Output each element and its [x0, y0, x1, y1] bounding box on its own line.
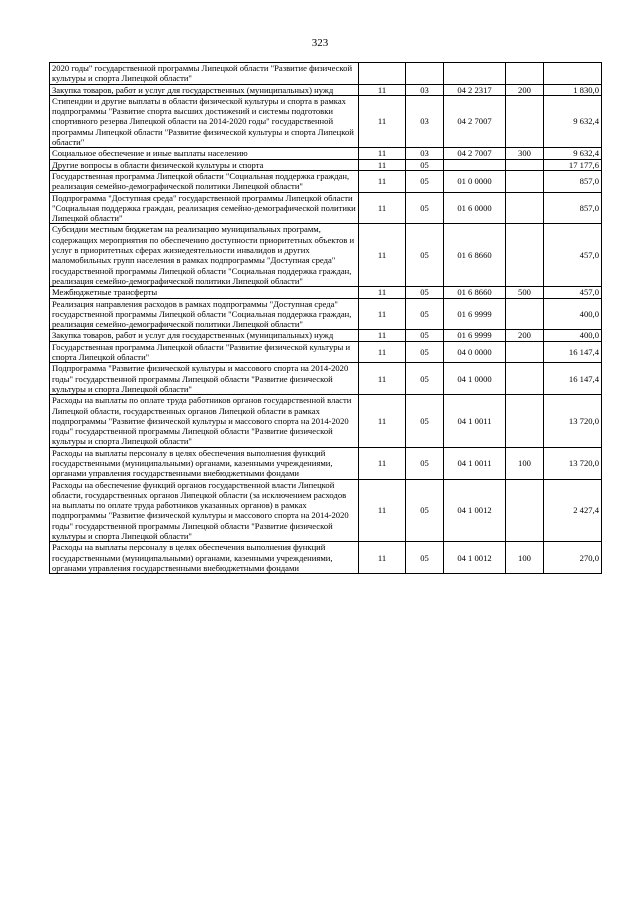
cell-csr: 04 2 2317: [444, 84, 506, 95]
table-row: [50, 224, 602, 287]
cell-sum: [544, 63, 602, 85]
cell-vr: 500: [506, 287, 544, 298]
cell-vr: [506, 395, 544, 447]
cell-pr: 05: [406, 192, 444, 224]
cell-vr: [506, 298, 544, 330]
cell-sum: 400,0: [544, 330, 602, 341]
cell-rz: 11: [359, 341, 406, 363]
cell-sum: 16 147,4: [544, 341, 602, 363]
cell-vr: [506, 159, 544, 170]
cell-rz: 11: [359, 447, 406, 479]
cell-pr: 05: [406, 542, 444, 574]
cell-vr: 300: [506, 148, 544, 159]
cell-name: Другие вопросы в области физической культуры и спорта: [50, 159, 359, 170]
cell-name: Подпрограмма "Доступная среда" государственной программы Липецкой области "Социальная поддержка граждан, реализация семейно-демографической политики Липецкой области": [50, 192, 359, 224]
cell-rz: 11: [359, 170, 406, 192]
cell-rz: 11: [359, 330, 406, 341]
cell-name: Государственная программа Липецкой области "Развитие физической культуры и спорта Липецкой области": [50, 341, 359, 363]
cell-rz: 11: [359, 363, 406, 395]
cell-pr: 05: [406, 395, 444, 447]
cell-csr: [444, 63, 506, 85]
cell-csr: [444, 159, 506, 170]
cell-vr: 100: [506, 542, 544, 574]
cell-pr: 05: [406, 298, 444, 330]
cell-vr: [506, 479, 544, 542]
table-row: [50, 170, 602, 192]
page-number: 323: [311, 37, 329, 49]
cell-pr: 05: [406, 159, 444, 170]
cell-rz: 11: [359, 159, 406, 170]
cell-sum: 457,0: [544, 287, 602, 298]
cell-rz: 11: [359, 95, 406, 147]
cell-csr: 04 1 0012: [444, 479, 506, 542]
table-row: [50, 363, 602, 395]
cell-vr: [506, 192, 544, 224]
budget-table-body: [50, 63, 602, 574]
cell-csr: 01 6 9999: [444, 298, 506, 330]
cell-csr: 04 1 0000: [444, 363, 506, 395]
cell-csr: 04 1 0011: [444, 395, 506, 447]
cell-vr: [506, 63, 544, 85]
table-row: [50, 298, 602, 330]
cell-sum: 2 427,4: [544, 479, 602, 542]
cell-name: Стипендии и другие выплаты в области физической культуры и спорта в рамках подпрограммы "Развитие спорта высших достижений и системы подготовки спортивного резерва Липецкой области на 2014-2020 годы" государственной программы Липецкой области "Развитие физической культуры и спорта Липецкой области": [50, 95, 359, 147]
cell-name: Государственная программа Липецкой области "Социальная поддержка граждан, реализация семейно-демографической политики Липецкой области": [50, 170, 359, 192]
cell-name: Закупка товаров, работ и услуг для государственных (муниципальных) нужд: [50, 84, 359, 95]
cell-name: Закупка товаров, работ и услуг для государственных (муниципальных) нужд: [50, 330, 359, 341]
cell-vr: [506, 170, 544, 192]
cell-vr: [506, 95, 544, 147]
cell-sum: 400,0: [544, 298, 602, 330]
cell-rz: 11: [359, 479, 406, 542]
cell-pr: 03: [406, 84, 444, 95]
table-row: [50, 479, 602, 542]
cell-name: Расходы на обеспечение функций органов государственной власти Липецкой области, государственных органов Липецкой области (за исключением расходов на выплаты по оплате труда работников указанных органов) в рамках подпрограммы "Развитие физической культуры и массового спорта на 2014-2020 годы" государственной программы Липецкой области "Развитие физической культуры и спорта Липецкой области": [50, 479, 359, 542]
cell-vr: 200: [506, 330, 544, 341]
table-row: [50, 95, 602, 147]
table-row: [50, 159, 602, 170]
table-row: [50, 395, 602, 447]
cell-vr: 200: [506, 84, 544, 95]
cell-sum: 270,0: [544, 542, 602, 574]
cell-pr: [406, 63, 444, 85]
cell-pr: 05: [406, 330, 444, 341]
cell-csr: 04 1 0012: [444, 542, 506, 574]
cell-vr: [506, 363, 544, 395]
cell-name: Подпрограмма "Развитие физической культуры и массового спорта на 2014-2020 годы" государственной программы Липецкой области "Развитие физической культуры и спорта Липецкой области": [50, 363, 359, 395]
cell-sum: 9 632,4: [544, 148, 602, 159]
cell-vr: [506, 341, 544, 363]
cell-rz: 11: [359, 395, 406, 447]
table-row: [50, 63, 602, 85]
cell-vr: [506, 224, 544, 287]
cell-csr: 01 6 8660: [444, 287, 506, 298]
cell-csr: 04 0 0000: [444, 341, 506, 363]
cell-rz: 11: [359, 298, 406, 330]
cell-sum: 13 720,0: [544, 447, 602, 479]
cell-name: Социальное обеспечение и иные выплаты населению: [50, 148, 359, 159]
cell-pr: 03: [406, 95, 444, 147]
cell-pr: 03: [406, 148, 444, 159]
cell-rz: 11: [359, 192, 406, 224]
table-row: [50, 330, 602, 341]
cell-rz: 11: [359, 148, 406, 159]
table-row: [50, 192, 602, 224]
cell-sum: 1 830,0: [544, 84, 602, 95]
table-row: [50, 84, 602, 95]
cell-name: Субсидии местным бюджетам на реализацию муниципальных программ, содержащих мероприятия по обеспечению доступности приоритетных объектов и услуг в приоритетных сферах жизнедеятельности инвалидов и других маломобильных групп населения в рамках подпрограммы "Доступная среда" государственной программы Липецкой области "Социальная поддержка граждан, реализация семейно-демографической политики Липецкой области": [50, 224, 359, 287]
cell-pr: 05: [406, 170, 444, 192]
cell-sum: 17 177,6: [544, 159, 602, 170]
cell-sum: 13 720,0: [544, 395, 602, 447]
cell-sum: 857,0: [544, 170, 602, 192]
cell-csr: 01 6 8660: [444, 224, 506, 287]
cell-name: 2020 годы" государственной программы Липецкой области "Развитие физической культуры и спорта Липецкой области": [50, 63, 359, 85]
cell-pr: 05: [406, 447, 444, 479]
cell-csr: 01 0 0000: [444, 170, 506, 192]
cell-pr: 05: [406, 224, 444, 287]
cell-csr: 04 2 7007: [444, 95, 506, 147]
cell-csr: 04 1 0011: [444, 447, 506, 479]
cell-sum: 857,0: [544, 192, 602, 224]
cell-name: Реализация направления расходов в рамках подпрограммы "Доступная среда" государственной программы Липецкой области "Социальная поддержка граждан, реализация семейно-демографической политики Липецкой области": [50, 298, 359, 330]
cell-rz: 11: [359, 84, 406, 95]
table-row: [50, 447, 602, 479]
cell-pr: 05: [406, 363, 444, 395]
cell-sum: 16 147,4: [544, 363, 602, 395]
cell-name: Расходы на выплаты персоналу в целях обеспечения выполнения функций государственными (муниципальными) органами, казенными учреждениями, органами управления государственными внебюджетными фондами: [50, 542, 359, 574]
table-row: [50, 287, 602, 298]
cell-pr: 05: [406, 479, 444, 542]
cell-name: Расходы на выплаты по оплате труда работников органов государственной власти Липецкой области, государственных органов Липецкой области в рамках подпрограммы "Развитие физической культуры и массового спорта на 2014-2020 годы" государственной программы Липецкой области "Развитие физической культуры и спорта Липецкой области": [50, 395, 359, 447]
cell-name: Межбюджетные трансферты: [50, 287, 359, 298]
cell-rz: 11: [359, 224, 406, 287]
cell-csr: 01 6 9999: [444, 330, 506, 341]
cell-sum: 9 632,4: [544, 95, 602, 147]
cell-pr: 05: [406, 287, 444, 298]
table-row: [50, 148, 602, 159]
cell-csr: 04 2 7007: [444, 148, 506, 159]
cell-rz: [359, 63, 406, 85]
cell-name: Расходы на выплаты персоналу в целях обеспечения выполнения функций государственными (муниципальными) органами, казенными учреждениями, органами управления государственными внебюджетными фондами: [50, 447, 359, 479]
cell-rz: 11: [359, 542, 406, 574]
table-row: [50, 341, 602, 363]
cell-vr: 100: [506, 447, 544, 479]
cell-rz: 11: [359, 287, 406, 298]
budget-table: [49, 62, 602, 574]
cell-sum: 457,0: [544, 224, 602, 287]
table-row: [50, 542, 602, 574]
cell-pr: 05: [406, 341, 444, 363]
cell-csr: 01 6 0000: [444, 192, 506, 224]
